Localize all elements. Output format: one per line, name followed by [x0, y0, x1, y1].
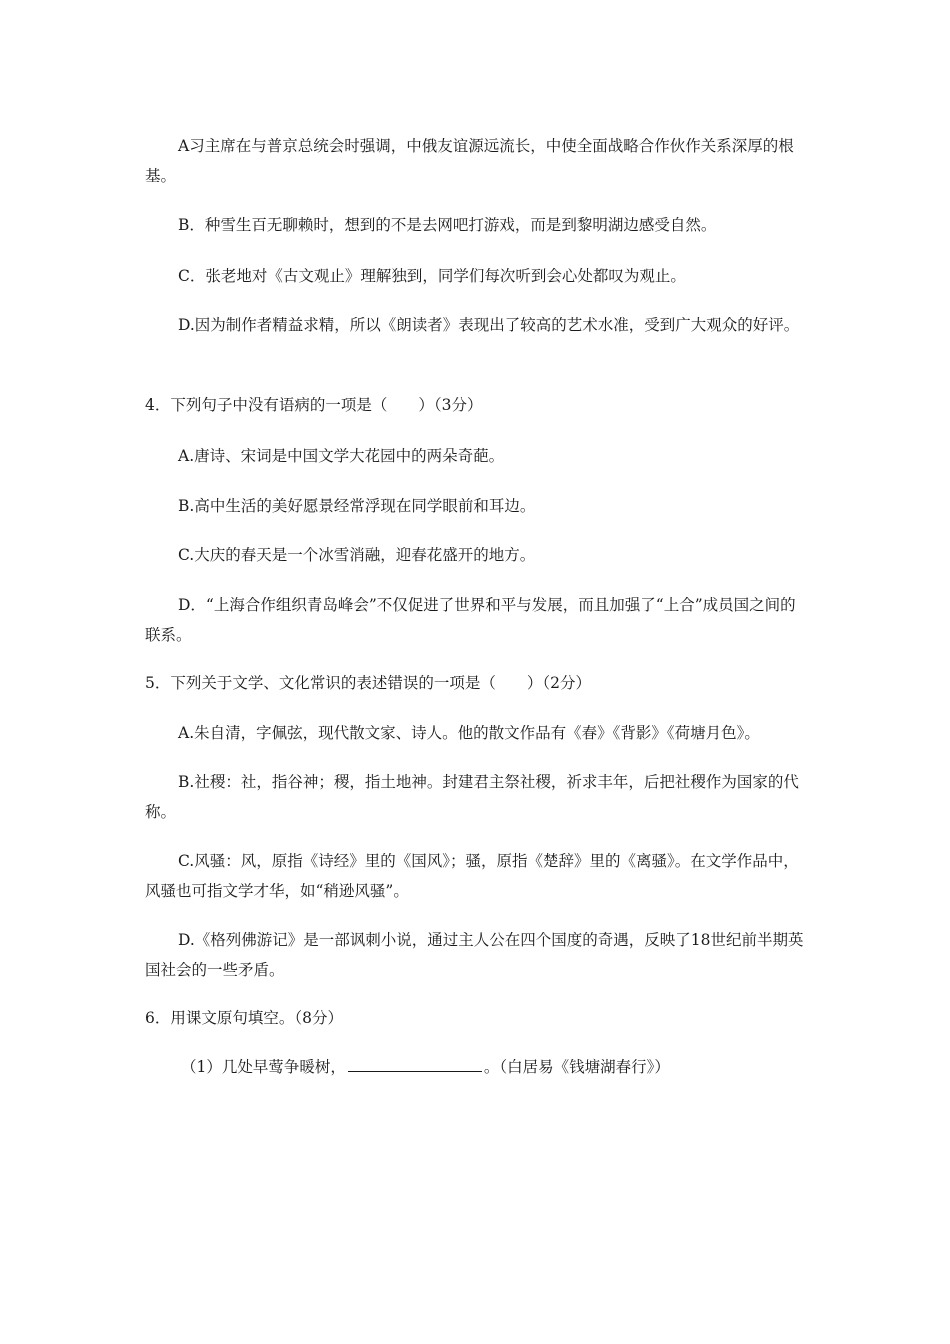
q6-item-1 [145, 1052, 805, 1082]
q6-stem: 6．用课文原句填空。（8分） [145, 1009, 343, 1027]
q5-option-a: A.朱自清，字佩弦，现代散文家、诗人。他的散文作品有《春》《背影》《荷塘月色》。 [178, 724, 760, 742]
q3-option-c: C．张老地对《古文观止》理解独到，同学们每次听到会心处都叹为观止。 [178, 267, 686, 285]
q4-option-d: D．“上海合作组织青岛峰会”不仅促进了世界和平与发展，而且加强了“上合”成员国之间的联系。 [145, 596, 796, 644]
q5-option-b: B.社稷：社，指谷神；稷，指土地神。封建君主祭社稷，祈求丰年，后把社稷作为国家的代称。 [145, 773, 799, 821]
fill-in-blank-line[interactable] [348, 1055, 482, 1072]
q5-option-c: C.风骚：风，原指《诗经》里的《国风》；骚，原指《楚辞》里的《离骚》。在文学作品中，风骚也可指文学才华，如“稍逊风骚”。 [145, 852, 799, 900]
q4-option-b: B.高中生活的美好愿景经常浮现在同学眼前和耳边。 [178, 497, 536, 515]
q4-stem: 4．下列句子中没有语病的一项是（ ）（3分） [145, 396, 483, 414]
q3-option-b: B．种雪生百无聊赖时，想到的不是去网吧打游戏，而是到黎明湖边感受自然。 [178, 216, 717, 234]
q4-option-a: A.唐诗、宋词是中国文学大花园中的两朵奇葩。 [178, 447, 505, 465]
q6-item-1-suffix: 。（白居易《钱塘湖春行》） [483, 1058, 670, 1076]
q3-option-a: A习主席在与普京总统会时强调，中俄友谊源远流长，中使全面战略合作伙作关系深厚的根基。 [145, 137, 794, 185]
q5-option-d: D.《格列佛游记》是一部讽刺小说，通过主人公在四个国度的奇遇，反映了18世纪前半期英国社会的一些矛盾。 [145, 931, 804, 979]
q6-item-1-prefix: （1）几处早莺争暖树， [181, 1058, 346, 1076]
q4-option-c: C.大庆的春天是一个冰雪消融，迎春花盛开的地方。 [178, 546, 536, 564]
q3-option-d: D.因为制作者精益求精，所以《朗读者》表现出了较高的艺术水准，受到广大观众的好评。 [178, 316, 800, 334]
q5-stem: 5．下列关于文学、文化常识的表述错误的一项是（ ）（2分） [145, 674, 591, 692]
